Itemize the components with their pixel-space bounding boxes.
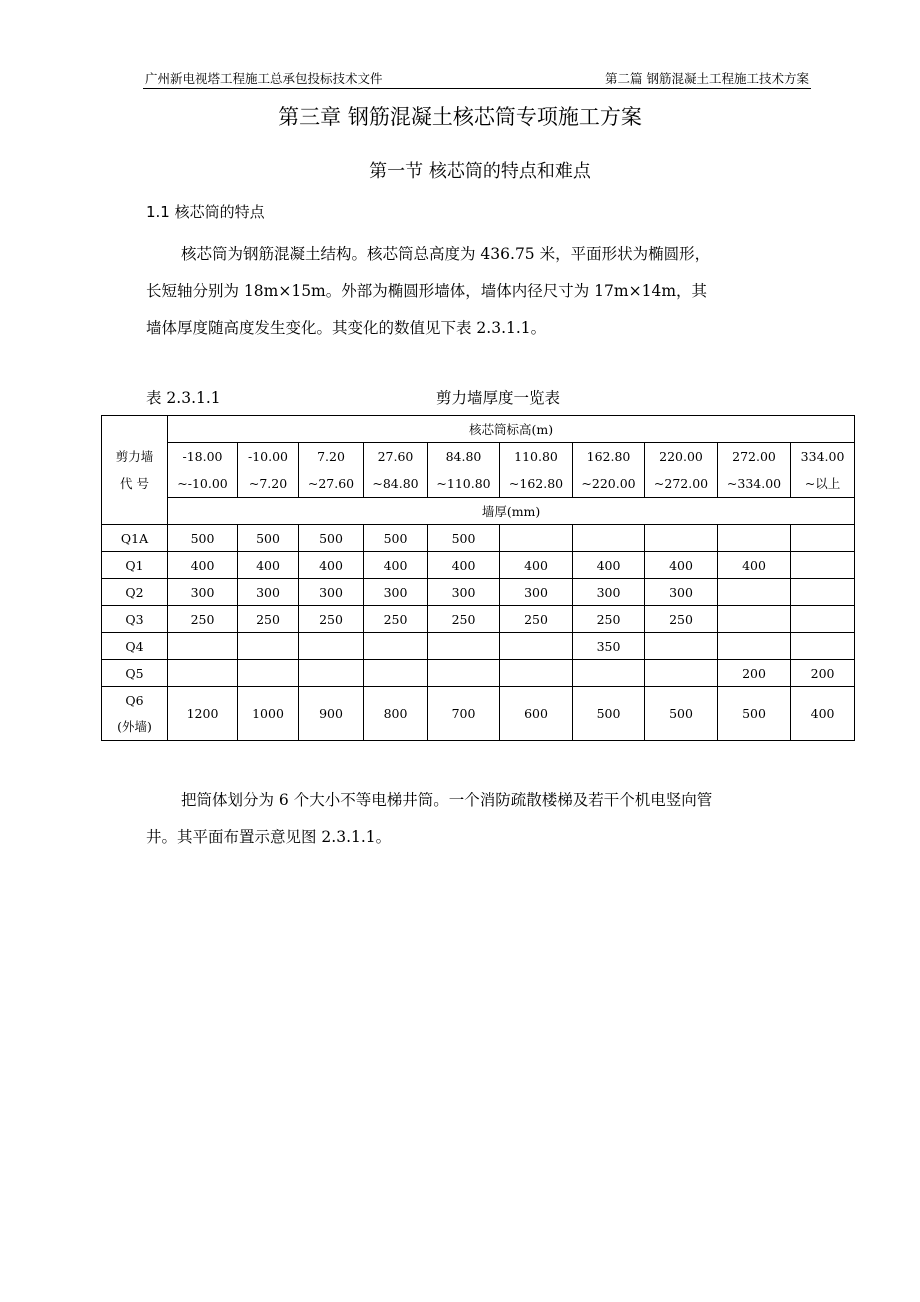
elevation-range-cell: [573, 443, 645, 498]
thickness-cell: [573, 525, 645, 552]
elevation-range-cell: [299, 443, 364, 498]
paragraph-layout: [146, 782, 814, 856]
thickness-cell: [500, 633, 573, 660]
thickness-cell: [718, 606, 791, 633]
elevation-to: ~7.20: [248, 476, 288, 491]
elevation-to: ~84.80: [372, 476, 419, 491]
elevation-from: -10.00: [247, 449, 288, 464]
thickness-cell: 400: [299, 552, 364, 579]
thickness-cell: 250: [238, 606, 299, 633]
thickness-cell: 300: [299, 579, 364, 606]
elevation-range-cell: [364, 443, 428, 498]
wall-code-cell: Q2: [102, 579, 168, 606]
elevation-to: ~162.80: [508, 476, 564, 491]
thickness-cell: 250: [428, 606, 500, 633]
table-row: [102, 525, 855, 552]
elevation-range-cell: [791, 443, 855, 498]
thickness-cell: [573, 660, 645, 687]
thickness-cell: [500, 525, 573, 552]
elevation-to: ~334.00: [726, 476, 782, 491]
paragraph-core-features: [146, 236, 814, 347]
chapter-title: 第三章 钢筋混凝土核芯筒专项施工方案: [278, 105, 642, 129]
elevation-from: 220.00: [659, 449, 703, 464]
elevation-from: 110.80: [514, 449, 558, 464]
thickness-cell: 400: [168, 552, 238, 579]
thickness-cell: 250: [364, 606, 428, 633]
thickness-cell: [299, 633, 364, 660]
thickness-cell: 400: [645, 552, 718, 579]
thickness-cell: 400: [573, 552, 645, 579]
thickness-cell: 250: [645, 606, 718, 633]
elevation-range-cell: [168, 443, 238, 498]
elevation-header: 核芯筒标高(m): [168, 416, 855, 443]
thickness-cell: 1000: [238, 687, 299, 741]
elevation-to: ~110.80: [436, 476, 491, 491]
elevation-range-cell: [645, 443, 718, 498]
thickness-cell: 400: [791, 687, 855, 741]
thickness-cell: 250: [573, 606, 645, 633]
thickness-cell: 250: [168, 606, 238, 633]
elevation-range-cell: [238, 443, 299, 498]
row-header-line: 代 号: [120, 476, 149, 491]
thickness-cell: [718, 579, 791, 606]
elevation-to: ~以上: [804, 476, 841, 491]
paragraph-line: 墙体厚度随高度发生变化。其变化的数值见下表 2.3.1.1。: [146, 319, 547, 337]
elevation-to: ~27.60: [307, 476, 355, 491]
elevation-from: 334.00: [800, 449, 845, 464]
thickness-cell: 300: [500, 579, 573, 606]
header-document-title: 广州新电视塔工程施工总承包投标技术文件: [145, 71, 383, 86]
thickness-cell: 900: [299, 687, 364, 741]
thickness-cell: [791, 525, 855, 552]
elevation-from: 162.80: [586, 449, 631, 464]
elevation-range-cell: [718, 443, 791, 498]
thickness-cell: 300: [238, 579, 299, 606]
thickness-cell: 400: [238, 552, 299, 579]
elevation-to: ~272.00: [653, 476, 709, 491]
thickness-cell: [718, 633, 791, 660]
elevation-from: -18.00: [182, 449, 223, 464]
paragraph-line: 把筒体划分为 6 个大小不等电梯井筒。一个消防疏散楼梯及若干个机电竖向管: [181, 791, 713, 809]
thickness-header: 墙厚(mm): [168, 498, 855, 525]
thickness-cell: 400: [428, 552, 500, 579]
thickness-cell: 400: [364, 552, 428, 579]
elevation-from: 84.80: [445, 449, 482, 464]
header-part-title: 第二篇 钢筋混凝土工程施工技术方案: [605, 71, 809, 86]
thickness-cell: [791, 552, 855, 579]
thickness-cell: [645, 633, 718, 660]
thickness-cell: [238, 660, 299, 687]
thickness-cell: [428, 633, 500, 660]
thickness-cell: [168, 633, 238, 660]
thickness-cell: 500: [573, 687, 645, 741]
paragraph-line: 核芯筒为钢筋混凝土结构。核芯筒总高度为 436.75 米，平面形状为椭圆形，: [181, 245, 711, 263]
paragraph-line: 长短轴分别为 18m×15m。外部为椭圆形墙体，墙体内径尺寸为 17m×14m，其: [146, 282, 708, 300]
thickness-cell: [791, 633, 855, 660]
elevation-range-cell: [428, 443, 500, 498]
thickness-cell: 300: [364, 579, 428, 606]
elevation-to: ~-10.00: [177, 476, 228, 491]
thickness-cell: [791, 606, 855, 633]
thickness-cell: [364, 660, 428, 687]
elevation-from: 7.20: [317, 449, 345, 464]
thickness-cell: 250: [299, 606, 364, 633]
table-number: 表 2.3.1.1: [146, 389, 221, 407]
elevation-range-cell: [500, 443, 573, 498]
thickness-cell: 500: [238, 525, 299, 552]
table-row: [102, 579, 855, 606]
thickness-cell: 500: [168, 525, 238, 552]
thickness-cell: 300: [573, 579, 645, 606]
thickness-cell: 200: [718, 660, 791, 687]
thickness-cell: [364, 633, 428, 660]
thickness-cell: 500: [645, 687, 718, 741]
wall-code-cell: Q1A: [102, 525, 168, 552]
thickness-cell: [645, 660, 718, 687]
elevation-from: 27.60: [377, 449, 414, 464]
table-row: [102, 552, 855, 579]
section-title: 第一节 核芯筒的特点和难点: [369, 161, 591, 182]
page-header: [143, 68, 811, 89]
thickness-cell: [718, 525, 791, 552]
table-row: [102, 606, 855, 633]
thickness-cell: 300: [645, 579, 718, 606]
thickness-cell: 300: [428, 579, 500, 606]
thickness-cell: 400: [718, 552, 791, 579]
wall-code-cell: Q5: [102, 660, 168, 687]
thickness-cell: [299, 660, 364, 687]
table-row: [102, 660, 855, 687]
wall-code-cell: Q1: [102, 552, 168, 579]
thickness-cell: 1200: [168, 687, 238, 741]
thickness-cell: [500, 660, 573, 687]
wall-code-line: (外墙): [117, 718, 152, 734]
elevation-from: 272.00: [732, 449, 776, 464]
wall-code-cell: Q3: [102, 606, 168, 633]
paragraph-line: 井。其平面布置示意见图 2.3.1.1。: [146, 828, 392, 846]
table-row: [102, 687, 855, 741]
thickness-cell: 400: [500, 552, 573, 579]
thickness-cell: [428, 660, 500, 687]
row-header-cell: [102, 416, 168, 525]
table-title: 剪力墙厚度一览表: [436, 389, 561, 407]
thickness-cell: [238, 633, 299, 660]
thickness-cell: 300: [168, 579, 238, 606]
thickness-cell: [791, 579, 855, 606]
thickness-cell: 500: [428, 525, 500, 552]
thickness-cell: 350: [573, 633, 645, 660]
thickness-cell: 500: [299, 525, 364, 552]
subsection-title: 1.1 核芯筒的特点: [146, 203, 265, 221]
thickness-cell: 200: [791, 660, 855, 687]
thickness-cell: 250: [500, 606, 573, 633]
thickness-cell: 500: [718, 687, 791, 741]
wall-code-cell: Q4: [102, 633, 168, 660]
wall-code-line: Q6: [125, 692, 144, 708]
thickness-cell: 500: [364, 525, 428, 552]
thickness-cell: [168, 660, 238, 687]
wall-thickness-table: [101, 415, 855, 741]
table-row: [102, 633, 855, 660]
thickness-cell: 600: [500, 687, 573, 741]
elevation-to: ~220.00: [581, 476, 636, 491]
wall-code-cell: [102, 687, 168, 741]
thickness-cell: 700: [428, 687, 500, 741]
thickness-cell: 800: [364, 687, 428, 741]
row-header-line: 剪力墙: [115, 449, 154, 464]
thickness-cell: [645, 525, 718, 552]
